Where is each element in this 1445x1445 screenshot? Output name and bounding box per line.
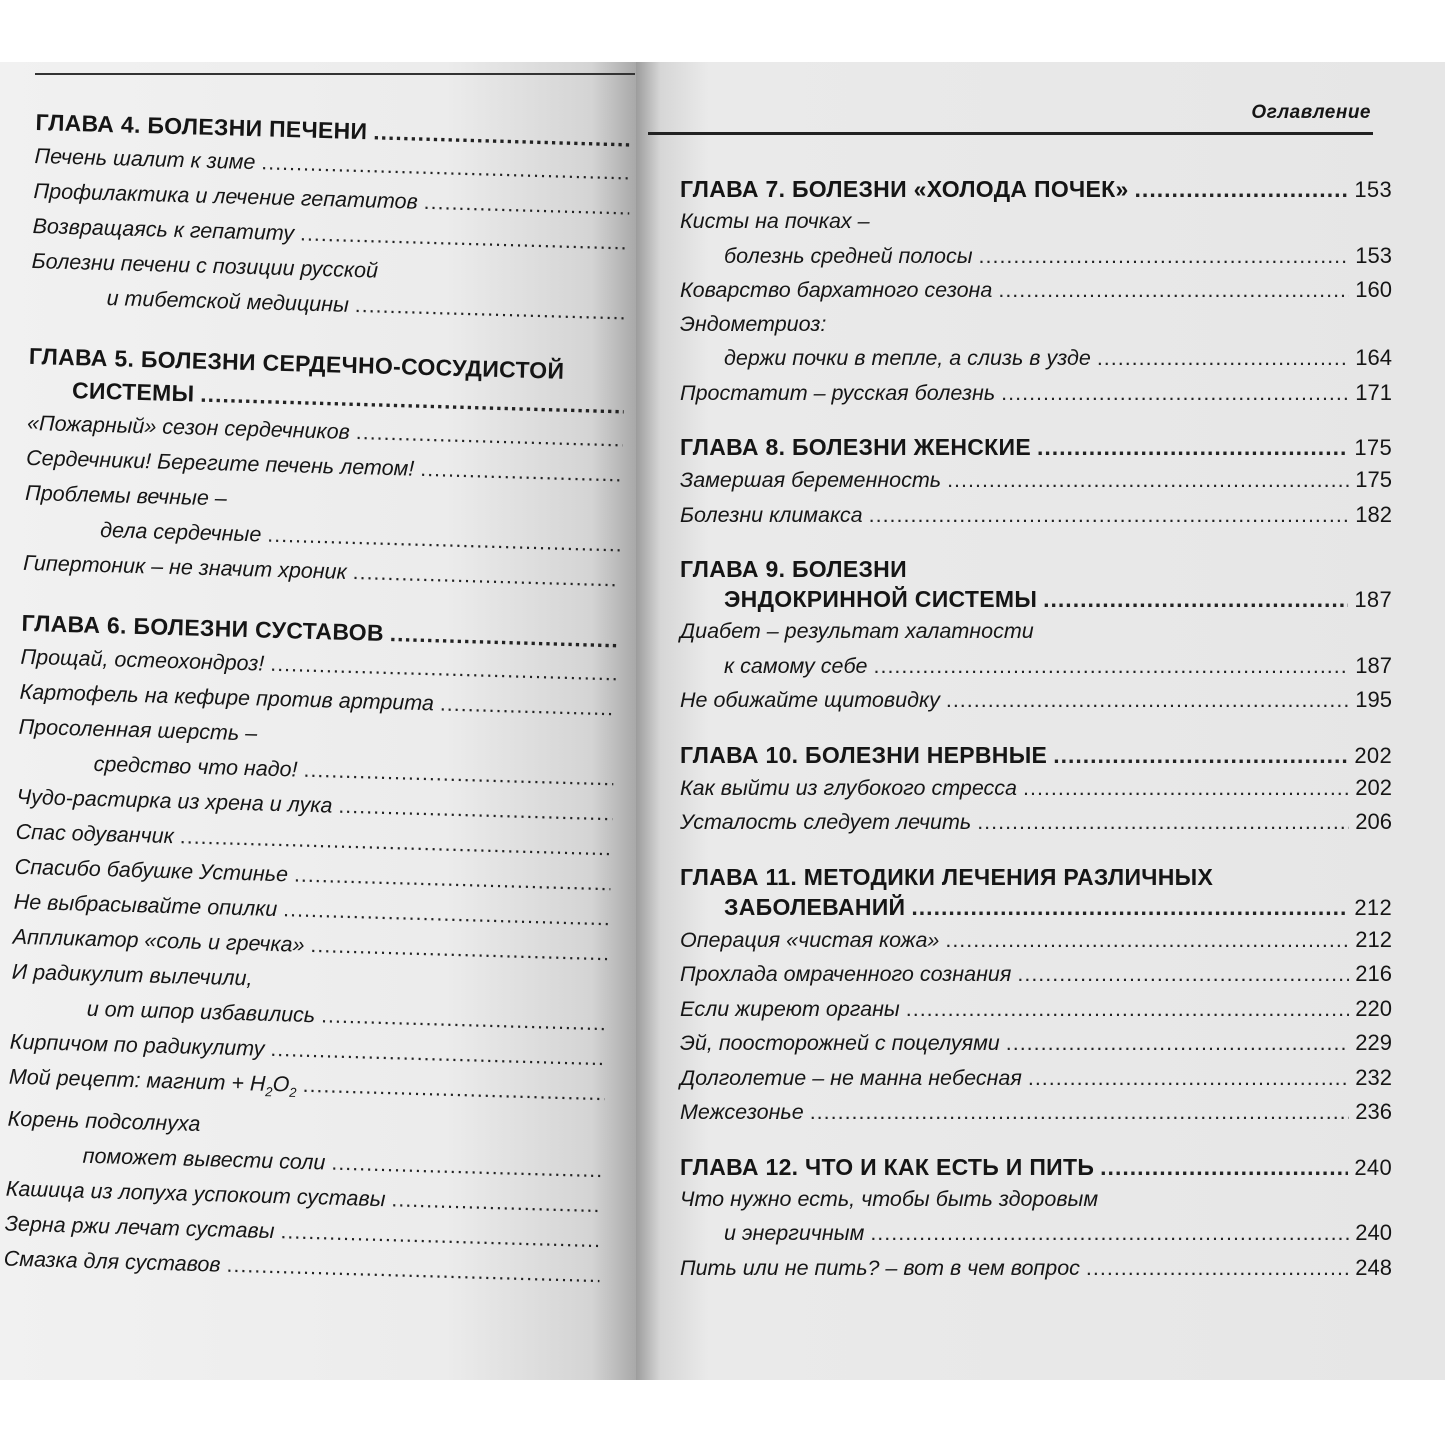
leader-dots <box>420 452 623 493</box>
toc-section <box>23 340 631 598</box>
leader-dots <box>354 288 627 331</box>
toc-entry[interactable] <box>680 341 1392 376</box>
entry-title: Картофель на кефире против артрита <box>19 679 435 716</box>
toc-left-column <box>3 106 636 1320</box>
toc-section <box>680 554 1392 718</box>
entry-title: Простатит – русская болезнь <box>680 380 996 405</box>
entry-title: Замершая беременность <box>680 468 942 492</box>
entry-title: Аппликатор «соль и гречка» <box>12 924 305 957</box>
entry-title: ГЛАВА 10. БОЛЕЗНИ НЕРВНЫЕ <box>680 741 1048 768</box>
entry-title: болезнь средней полосы <box>724 243 973 268</box>
entry-title: ЗАБОЛЕВАНИЙ <box>724 893 906 920</box>
toc-entry[interactable] <box>680 376 1392 411</box>
leader-dots <box>1135 174 1349 204</box>
leader-dots <box>1043 584 1348 614</box>
chapter-heading <box>680 584 1392 615</box>
chapter-heading <box>680 174 1392 205</box>
leader-dots <box>439 687 615 727</box>
page-number: 232 <box>1355 1064 1392 1090</box>
entry-title: ГЛАВА 8. БОЛЕЗНИ ЖЕНСКИЕ <box>680 434 1031 460</box>
entry-title: к самому себе <box>724 653 868 678</box>
toc-right-column <box>680 174 1392 1307</box>
toc-entry-line[interactable]: Болезни печени с позиции русской <box>31 248 379 283</box>
leader-dots <box>946 684 1349 718</box>
toc-entry[interactable] <box>680 1216 1392 1251</box>
page-number: 240 <box>1355 1220 1392 1245</box>
leader-dots <box>1037 432 1348 462</box>
entry-title: Усталость следует лечить <box>680 810 972 834</box>
toc-entry-line[interactable]: И радикулит вылечили, <box>11 959 253 991</box>
entry-title: Межсезонье <box>680 1100 804 1124</box>
entry-title: Мой рецепт: магнит + $H_2O_2$ <box>8 1064 297 1100</box>
toc-entry[interactable] <box>680 649 1392 684</box>
leader-dots <box>1017 958 1349 992</box>
leader-dots <box>945 924 1349 958</box>
leader-dots <box>977 806 1349 840</box>
leader-dots <box>947 464 1349 498</box>
chapter-heading: ГЛАВА 9. БОЛЕЗНИ <box>680 556 907 582</box>
toc-entry[interactable] <box>680 463 1392 498</box>
entry-title: Операция «чистая кожа» <box>680 927 940 952</box>
entry-title: Прощай, остеохондроз! <box>20 644 265 676</box>
toc-entry[interactable] <box>680 1061 1392 1096</box>
leader-dots <box>1100 1152 1348 1182</box>
toc-entry-line[interactable]: Диабет – результат халатности <box>680 619 1034 643</box>
toc-entry[interactable] <box>680 1026 1392 1061</box>
leader-dots <box>391 1183 602 1224</box>
page-number: 206 <box>1355 809 1392 834</box>
leader-dots <box>302 1068 605 1111</box>
entry-title: Смазка для суставов <box>3 1246 221 1277</box>
leader-dots <box>874 650 1350 684</box>
entry-title: Зерна ржи лечат суставы <box>4 1211 275 1244</box>
page-number: 220 <box>1355 995 1392 1021</box>
entry-title: Кашица из лопуха успокоит суставы <box>5 1176 386 1212</box>
toc-entry-line[interactable]: Просоленная шерсть – <box>18 714 258 746</box>
page-number: 182 <box>1355 501 1392 527</box>
entry-title: и энергичным <box>724 1221 865 1245</box>
chapter-heading: ГЛАВА 5. БОЛЕЗНИ СЕРДЕЧНО-СОСУДИСТОЙ <box>28 342 565 384</box>
toc-section <box>680 862 1392 1130</box>
entry-title: Спасибо бабушке Устинье <box>14 854 289 887</box>
toc-entry[interactable] <box>680 1095 1392 1130</box>
entry-title: Пить или не пить? – вот в чем вопрос <box>680 1255 1080 1280</box>
page-number: 240 <box>1354 1154 1392 1180</box>
page-number: 164 <box>1355 345 1392 370</box>
page-number: 153 <box>1354 177 1392 202</box>
toc-entry[interactable] <box>680 805 1392 840</box>
page-number: 187 <box>1354 587 1392 612</box>
entry-title: Если жиреют органы <box>680 996 900 1021</box>
entry-title: поможет вывести соли <box>82 1144 326 1175</box>
toc-entry-line[interactable]: Эндометриоз: <box>680 311 827 336</box>
toc-entry[interactable] <box>680 239 1392 274</box>
entry-title: ЭНДОКРИННОЙ СИСТЕМЫ <box>724 586 1038 612</box>
toc-section <box>30 106 636 331</box>
toc-entry[interactable] <box>680 923 1392 958</box>
page-number: 175 <box>1355 467 1392 492</box>
entry-title: и от шпор избавились <box>86 996 316 1028</box>
page-number: 236 <box>1355 1099 1392 1124</box>
toc-entry[interactable] <box>680 992 1392 1027</box>
entry-title: и тибетской медицины <box>106 286 350 317</box>
toc-entry-line[interactable]: Кисты на почках – <box>680 209 870 233</box>
leader-dots <box>906 993 1350 1027</box>
right-page <box>636 62 1445 1380</box>
entry-title: Гипертоник – не значит хроник <box>22 550 348 584</box>
running-header: Оглавление <box>1251 102 1371 123</box>
toc-section <box>3 607 623 1294</box>
entry-title: Как выйти из глубокого стресса <box>680 775 1017 800</box>
entry-title: Чудо-растирка из хрена и лука <box>16 784 333 818</box>
toc-entry[interactable] <box>680 957 1392 992</box>
toc-entry-line[interactable]: Проблемы вечные – <box>24 480 228 511</box>
toc-entry[interactable] <box>680 498 1392 533</box>
chapter-heading: ГЛАВА 11. МЕТОДИКИ ЛЕЧЕНИЯ РАЗЛИЧНЫХ <box>680 863 1214 890</box>
page-number: 153 <box>1355 242 1392 268</box>
entry-title: Болезни климакса <box>680 502 863 527</box>
entry-title: Не обижайте щитовидку <box>680 688 940 712</box>
page-number: 202 <box>1354 742 1392 768</box>
page-number: 195 <box>1355 687 1392 712</box>
toc-entry-line[interactable]: Корень подсолнуха <box>7 1106 201 1137</box>
leader-dots <box>1053 740 1348 770</box>
entry-title: Долголетие – не манна небесная <box>680 1065 1022 1090</box>
leader-dots <box>998 274 1349 308</box>
chapter-heading <box>680 1152 1392 1183</box>
entry-title: ГЛАВА 7. БОЛЕЗНИ «ХОЛОДА ПОЧЕК» <box>680 176 1129 202</box>
toc-section <box>680 432 1392 532</box>
toc-entry[interactable] <box>680 1251 1392 1286</box>
book-spread <box>0 62 1445 1380</box>
page-number: 171 <box>1355 379 1392 405</box>
leader-dots <box>979 240 1350 274</box>
toc-entry[interactable] <box>680 683 1392 718</box>
leader-dots <box>423 185 630 226</box>
leader-dots <box>1023 772 1349 806</box>
top-rule <box>35 73 635 75</box>
entry-title: Печень шалит к зиме <box>34 143 256 175</box>
entry-title: Спас одуванчик <box>15 819 175 849</box>
chapter-heading <box>680 740 1392 771</box>
toc-section <box>680 1152 1392 1286</box>
entry-title: Сердечники! Берегите печень летом! <box>25 445 415 481</box>
page-number: 212 <box>1355 926 1392 952</box>
entry-title: Профилактика и лечение гепатитов <box>33 178 419 214</box>
chapter-heading <box>680 432 1392 463</box>
page-number: 187 <box>1355 652 1392 678</box>
page-number: 248 <box>1355 1254 1392 1280</box>
entry-title: Кирпичом по радикулиту <box>9 1029 265 1061</box>
page-number: 175 <box>1354 435 1392 460</box>
entry-title: ГЛАВА 4. БОЛЕЗНИ ПЕЧЕНИ <box>35 108 368 145</box>
page-number: 216 <box>1355 961 1392 986</box>
leader-dots <box>869 499 1350 533</box>
header-rule <box>648 132 1373 135</box>
entry-title: дела сердечные <box>99 517 262 547</box>
leader-dots <box>810 1096 1350 1130</box>
entry-title: ГЛАВА 12. ЧТО И КАК ЕСТЬ И ПИТЬ <box>680 1153 1095 1180</box>
leader-dots <box>352 555 619 597</box>
toc-section <box>680 174 1392 410</box>
page-number: 229 <box>1355 1030 1392 1055</box>
toc-entry[interactable] <box>680 771 1392 806</box>
chapter-heading <box>680 892 1392 923</box>
leader-dots <box>1028 1062 1349 1096</box>
entry-title: Не выбрасывайте опилки <box>13 889 278 922</box>
page-number: 202 <box>1355 774 1392 800</box>
entry-title: Коварство бархатного сезона <box>680 278 993 302</box>
entry-title: ГЛАВА 6. БОЛЕЗНИ СУСТАВОВ <box>21 609 385 646</box>
entry-title: Возвращаясь к гепатиту <box>32 213 295 246</box>
leader-dots <box>1097 342 1349 376</box>
entry-title: Прохлада омраченного сознания <box>680 962 1012 986</box>
entry-title: СИСТЕМЫ <box>71 377 195 407</box>
toc-section <box>680 740 1392 840</box>
page-number: 160 <box>1355 277 1392 302</box>
entry-title: средство что надо! <box>93 751 298 782</box>
left-page <box>0 62 636 1380</box>
leader-dots <box>911 892 1348 922</box>
entry-title: Эй, поосторожней с поцелуями <box>680 1031 1000 1055</box>
leader-dots <box>1001 377 1349 411</box>
page-number: 212 <box>1354 894 1392 920</box>
entry-title: «Пожарный» сезон сердечников <box>26 410 351 444</box>
toc-entry-line[interactable]: Что нужно есть, чтобы быть здоровым <box>680 1186 1099 1211</box>
toc-entry[interactable] <box>680 273 1392 308</box>
entry-title: держи почки в тепле, а слизь в узде <box>724 346 1091 370</box>
leader-dots <box>870 1217 1349 1251</box>
leader-dots <box>1086 1252 1349 1286</box>
leader-dots <box>1006 1027 1350 1061</box>
